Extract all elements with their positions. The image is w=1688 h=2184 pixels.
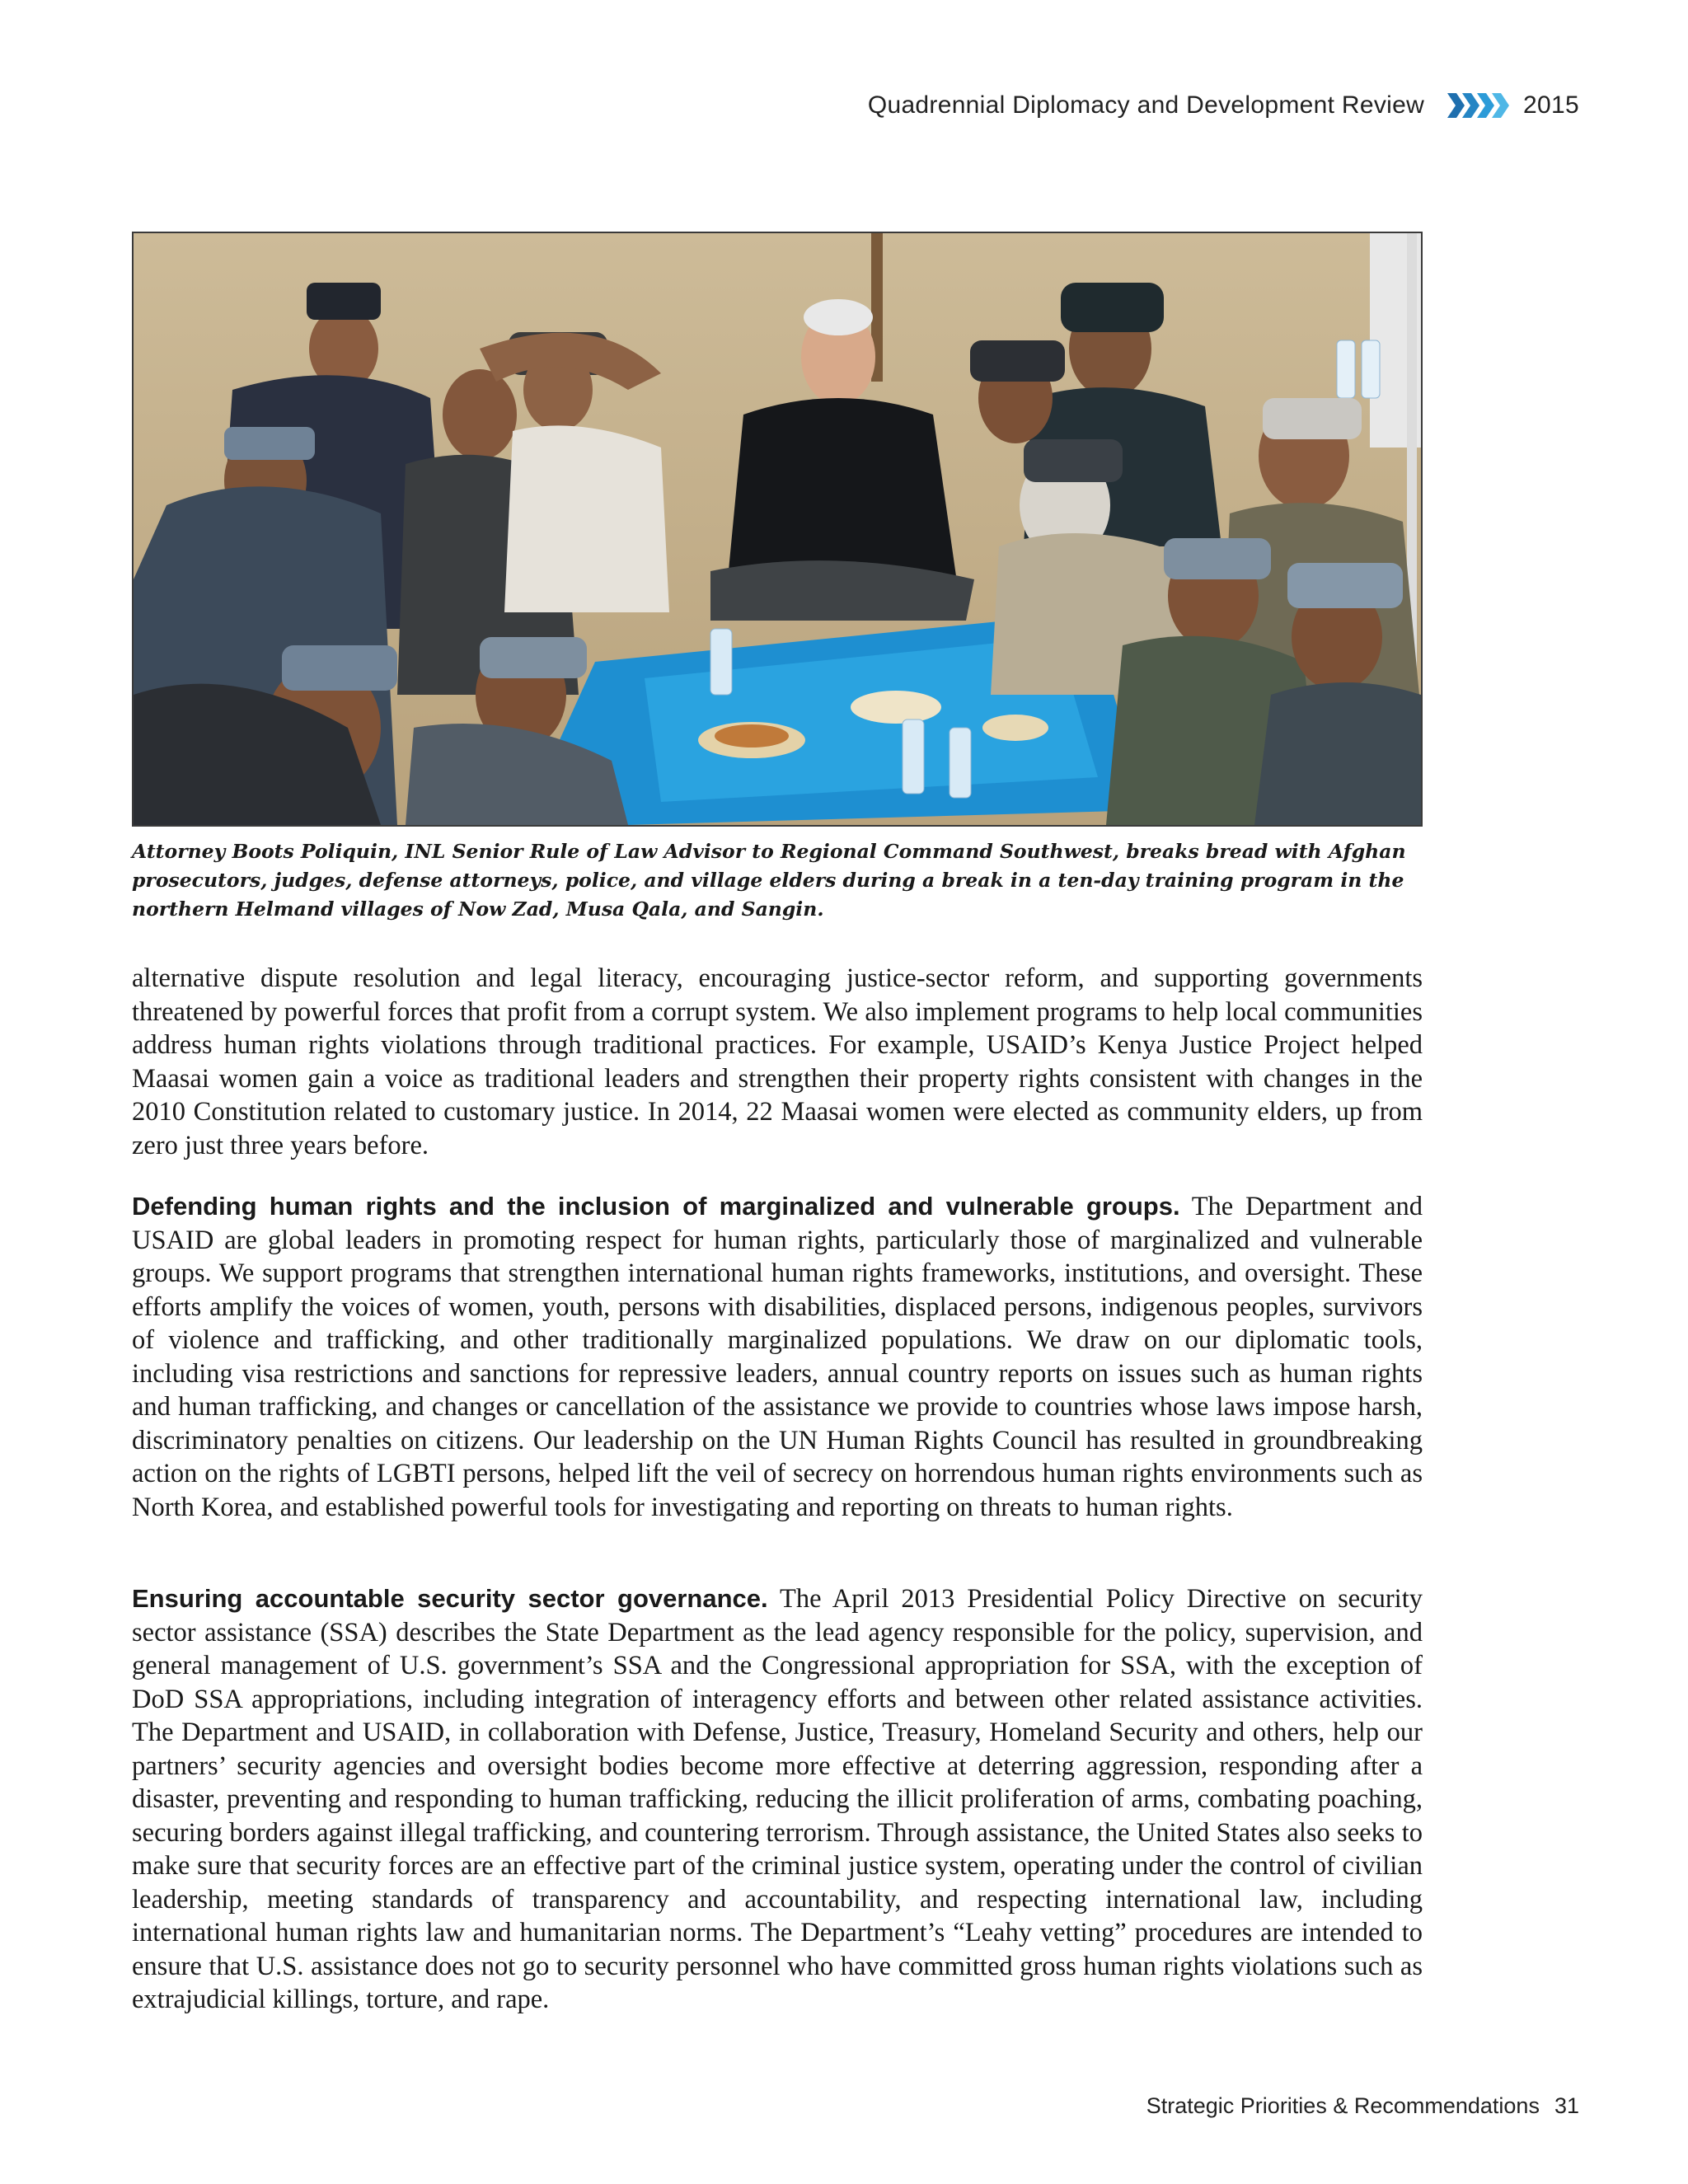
paragraph-security-governance-text: The April 2013 Presidential Policy Directive on security sector assistance (SSA) describes the State Department as the lead agency responsible for the policy, supervision, and general management of U.S. government’s SSA and the Congressional appropriation for SSA, with the exception of DoD SSA appropriations, including integration of interagency efforts and between other related assistance activities. The Department and USAID, in collaboration with Defense, Justice, Treasury, Homeland Security and others, help our partners’ security agencies and oversight bodies become more effective at deterring aggression, responding after a disaster, preventing and responding to human trafficking, reducing the illicit proliferation of arms, combating poaching, securing borders against illegal trafficking, and countering terrorism. Through assistance, the United States also seeks to make sure that security forces are an effective part of the criminal justice system, operating under the control of civilian leadership, meeting standards of transparency and accountability, and respecting international law, including international human rights law and humanitarian norms. The Department’s “Leahy vetting” procedures are intended to ensure that U.S. assistance does not go to security personnel who have committed gross human rights violations such as extrajudicial killings, torture, and rape. [132,1584,1423,2014]
running-header [868,89,1579,122]
footer-section-title: Strategic Priorities & Recommendations [1146,2093,1540,2118]
event-photo [132,232,1423,827]
paragraph-human-rights-text: The Department and USAID are global leaders in promoting respect for human rights, particularly those of marginalized and vulnerable groups. We support programs that strengthen international human rights frameworks, institutions, and oversight. These efforts amplify the voices of women, youth, persons with disabilities, displaced persons, indigenous peoples, survivors of violence and trafficking, and other traditionally marginalized populations. We draw on our diplomatic tools, including visa restrictions and sanctions for repressive leaders, annual country reports on issues such as human rights and human trafficking, and changes or cancellation of the assistance we provide to countries whose laws impose harsh, discriminatory penalties on citizens. Our leadership on the UN Human Rights Council has resulted in groundbreaking action on the rights of LGBTI persons, helped lift the veil of secrecy on horrendous human rights environments such as North Korea, and established powerful tools for investigating and reporting on threats to human rights. [132,1192,1423,1522]
paragraph-security-governance [132,1582,1423,2017]
section-heading-human-rights: Defending human rights and the inclusion of marginalized and vulnerable groups. [132,1192,1180,1221]
publication-title: Quadrennial Diplomacy and Development Review [867,91,1425,119]
chevron-arrows-icon [1447,93,1510,118]
paragraph-justice-text: alternative dispute resolution and legal literacy, encouraging justice-sector reform, and supporting governments threatened by powerful forces that profit from a corrupt system. We also implement programs to help local communities address human rights violations through traditional practices. For example, USAID’s Kenya Justice Project helped Maasai women gain a voice as traditional leaders and strengthen their property rights consistent with changes in the 2010 Constitution related to customary justice. In 2014, 22 Maasai women were elected as community elders, up from zero just three years before. [132,963,1423,1160]
page-number: 31 [1554,2093,1579,2118]
section-heading-security-governance: Ensuring accountable security sector governance. [132,1584,768,1613]
publication-year: 2015 [1523,91,1579,119]
photo-caption: Attorney Boots Poliquin, INL Senior Rule of Law Advisor to Regional Command Southwest, breaks bread with Afghan prosecutors, judges, defense attorneys, police, and village elders during a break in a ten-day training program in the northern Helmand villages of Now Zad, Musa Qala, and Sangin. [132,840,1406,921]
paragraph-human-rights [132,1190,1423,1524]
running-footer [1146,2093,1579,2119]
paragraph-justice [132,962,1423,1162]
